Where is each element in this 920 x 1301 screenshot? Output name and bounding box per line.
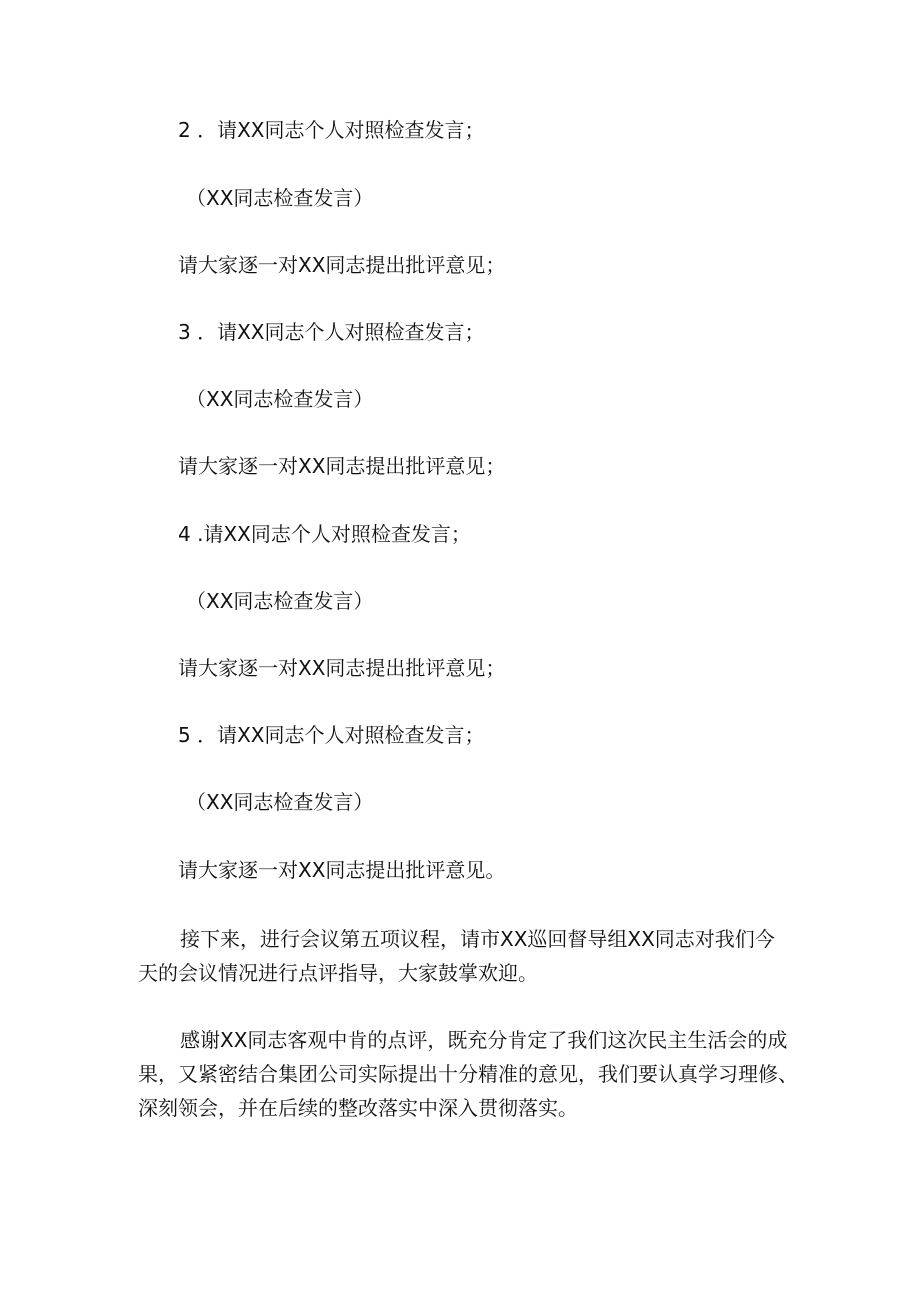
paragraph-agenda-five-line-2: 天的会议情况进行点评指导，大家鼓掌欢迎。	[138, 961, 538, 985]
paragraph-thanks-line-2: 果，又紧密结合集团公司实际提出十分精准的意见，我们要认真学习理修、	[138, 1062, 798, 1086]
paragraph-thanks	[138, 1023, 798, 1125]
item-4-speech: （XX同志检查发言）	[186, 589, 374, 613]
item-3-comment: 请大家逐一对XX同志提出批评意见；	[178, 454, 506, 478]
item-3-heading: 3 ．请XX同志个人对照检查发言；	[178, 320, 485, 344]
paragraph-thanks-line-3: 深刻领会，并在后续的整改落实中深入贯彻落实。	[138, 1096, 578, 1120]
paragraph-thanks-line-1: 感谢XX同志客观中肯的点评，既充分肯定了我们这次民主生活会的成	[180, 1028, 788, 1052]
item-2-speech: （XX同志检查发言）	[186, 186, 374, 210]
item-3-speech: （XX同志检查发言）	[186, 387, 374, 411]
paragraph-agenda-five-line-1: 接下来，进行会议第五项议程，请市XX巡回督导组XX同志对我们今	[180, 927, 775, 951]
item-5-speech: （XX同志检查发言）	[186, 790, 374, 814]
item-4-heading: 4 .请XX同志个人对照检查发言；	[178, 522, 471, 546]
item-2-heading: 2 ．请XX同志个人对照检查发言；	[178, 118, 485, 142]
item-5-heading: 5 ．请XX同志个人对照检查发言；	[178, 723, 485, 747]
item-5-comment: 请大家逐一对XX同志提出批评意见。	[178, 858, 506, 882]
item-2-comment: 请大家逐一对XX同志提出批评意见；	[178, 253, 506, 277]
paragraph-agenda-five	[138, 922, 798, 990]
item-4-comment: 请大家逐一对XX同志提出批评意见；	[178, 656, 506, 680]
